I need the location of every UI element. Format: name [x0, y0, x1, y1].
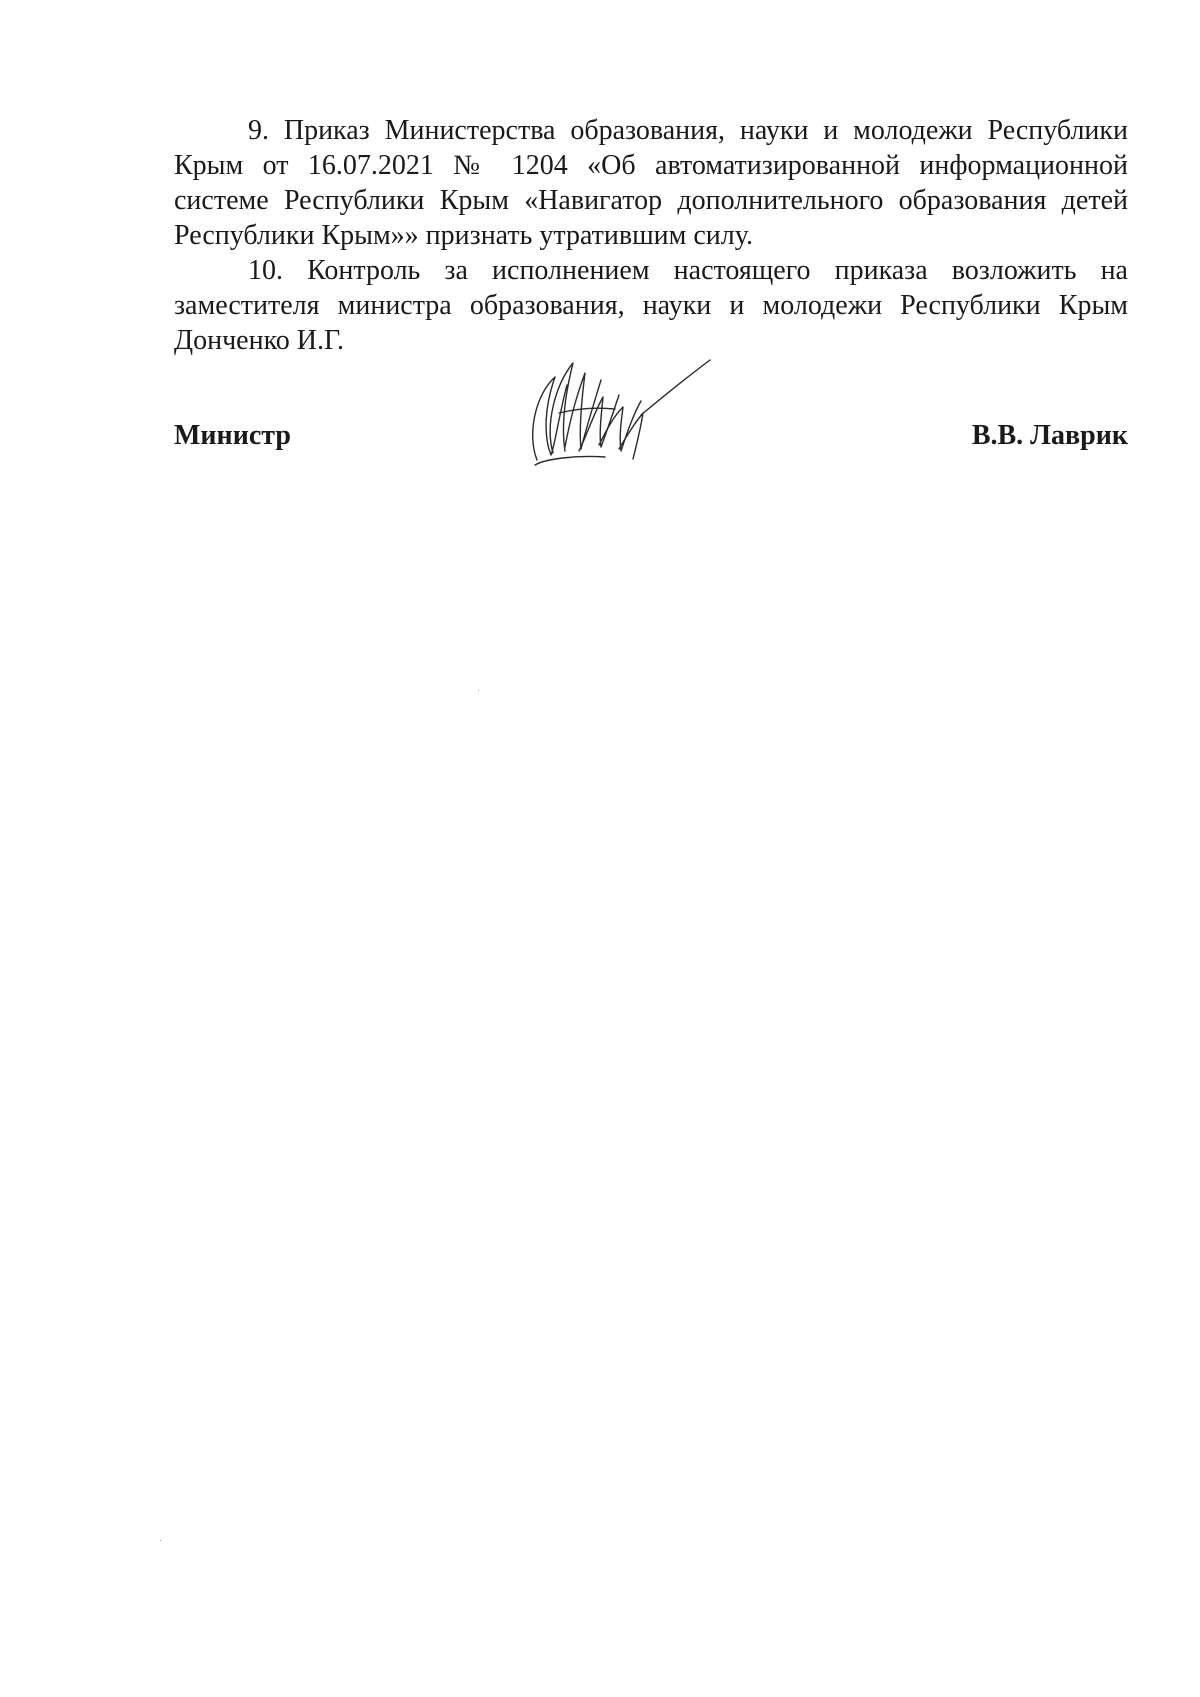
paragraph-10: 10. Контроль за исполнением настоящего приказа возложить на заместителя министра образования, науки и молодежи Республики Крым Донченко И.Г.: [174, 255, 1128, 356]
signatory-name: В.В. Лаврик: [971, 420, 1128, 451]
scan-speck: [478, 690, 479, 691]
signature-block: [174, 420, 1128, 460]
scan-speck: [160, 1540, 161, 1541]
document-body: [174, 113, 1128, 358]
paragraph-9: 9. Приказ Министерства образования, науки и молодежи Республики Крым от 16.07.2021 № 1204 «Об автоматизированной информационной системе Республики Крым «Навигатор дополнительного образования детей Республики Крым»» признать утратившим силу.: [174, 115, 1128, 251]
signatory-title: Министр: [174, 420, 291, 451]
